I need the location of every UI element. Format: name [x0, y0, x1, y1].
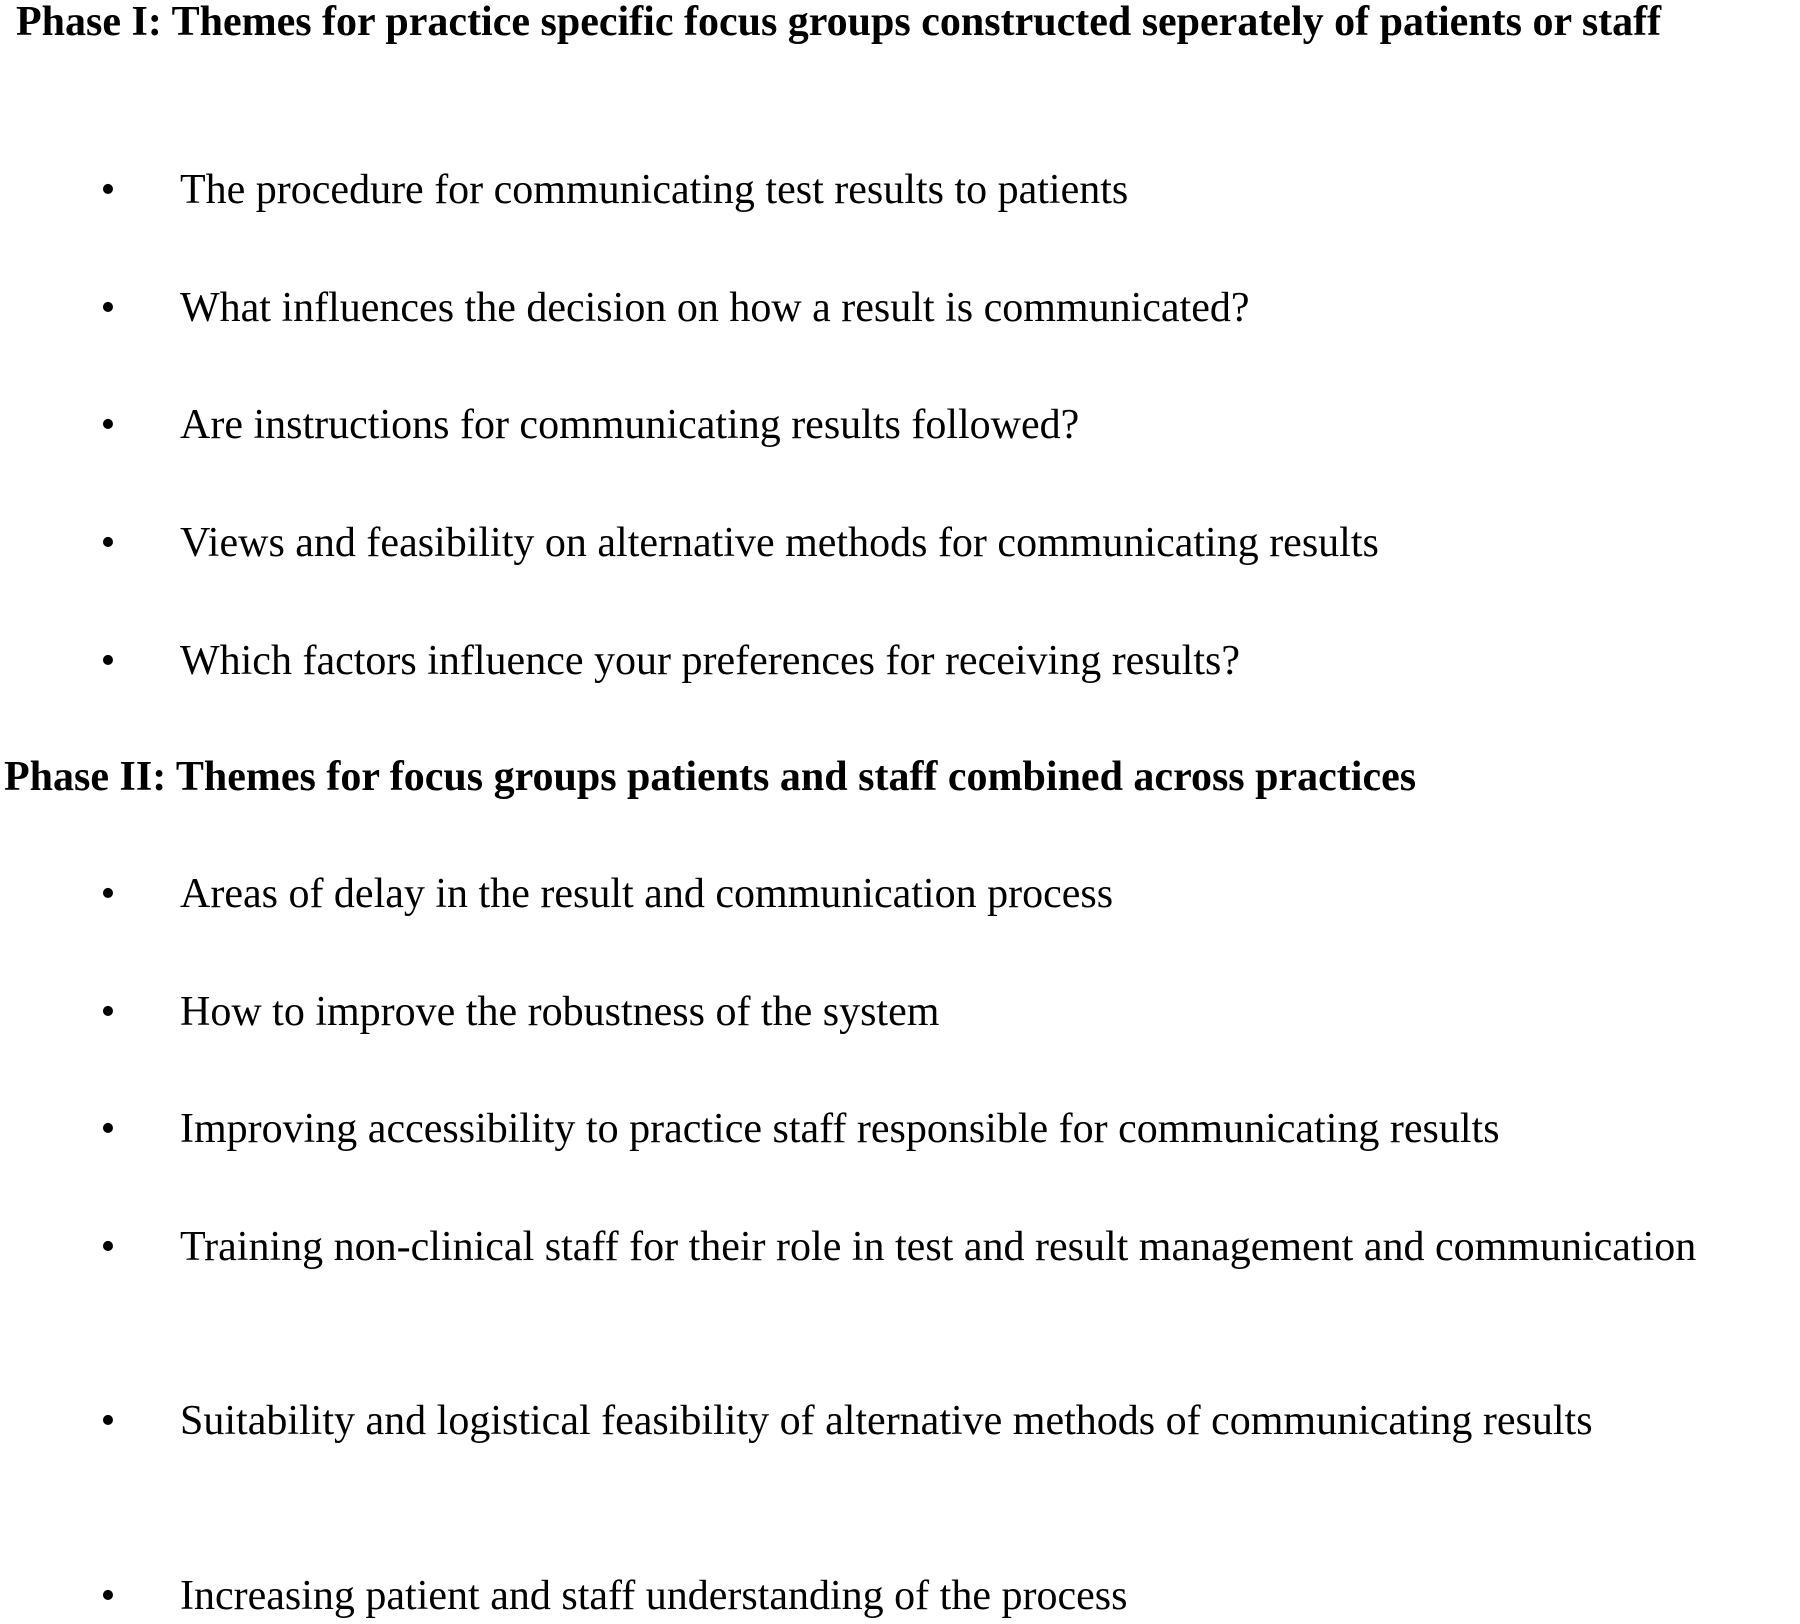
phase1-heading: Phase I: Themes for practice specific focus groups constructed seperately of patients or staff — [16, 0, 1662, 45]
list-item-text: Are instructions for communicating results followed? — [180, 402, 1080, 448]
list-item-text: Suitability and logistical feasibility of alternative methods of communicating results — [180, 1398, 1593, 1444]
bullet-icon: • — [100, 989, 116, 1035]
list-item-text: What influences the decision on how a result is communicated? — [180, 285, 1250, 331]
bullet-icon: • — [100, 1106, 116, 1152]
bullet-icon: • — [100, 638, 116, 684]
list-item-text: Areas of delay in the result and communication process — [180, 871, 1114, 917]
bullet-icon: • — [100, 871, 116, 917]
list-item-text: The procedure for communicating test results to patients — [180, 167, 1129, 213]
bullet-icon: • — [100, 167, 116, 213]
phase2-heading: Phase II: Themes for focus groups patients and staff combined across practices — [4, 754, 1417, 800]
bullet-icon: • — [100, 285, 116, 331]
bullet-icon: • — [100, 1573, 116, 1619]
bullet-icon: • — [100, 402, 116, 448]
bullet-icon: • — [100, 1398, 116, 1444]
list-item-text: Improving accessibility to practice staff responsible for communicating results — [180, 1106, 1500, 1152]
bullet-icon: • — [100, 520, 116, 566]
list-item-text: Training non-clinical staff for their role in test and result management and communication — [180, 1224, 1697, 1270]
list-item-text: Increasing patient and staff understanding of the process — [180, 1573, 1128, 1619]
bullet-icon: • — [100, 1224, 116, 1270]
list-item-text: How to improve the robustness of the system — [180, 989, 940, 1035]
list-item-text: Which factors influence your preferences for receiving results? — [180, 638, 1240, 684]
list-item-text: Views and feasibility on alternative methods for communicating results — [180, 520, 1379, 566]
